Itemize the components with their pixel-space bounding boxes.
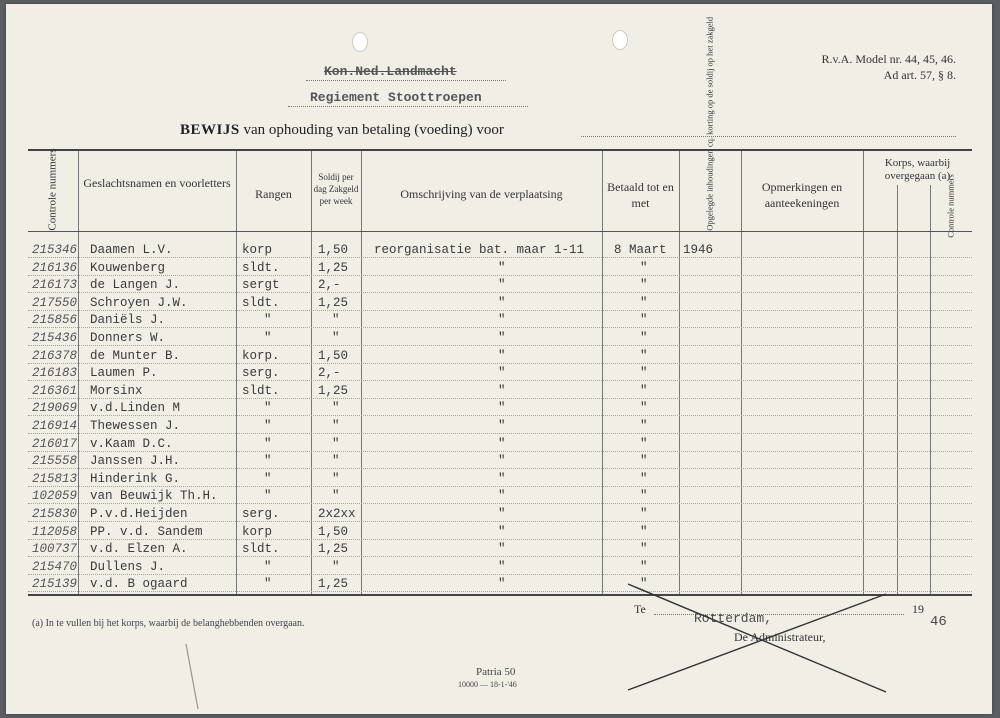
row-paid-until: " — [640, 471, 648, 486]
row-pay: " — [332, 489, 340, 504]
row-description: " — [498, 331, 506, 345]
regiment-name: Regiement Stoottroepen — [310, 90, 482, 105]
row-pay: 1,50 — [318, 524, 349, 539]
row-description: " — [498, 436, 506, 451]
row-pay: 1,50 — [318, 348, 349, 363]
cross-out-mark — [6, 4, 992, 714]
row-description: " — [498, 489, 506, 504]
row-controle: 219069 — [32, 401, 78, 416]
year-prefix: 19 — [912, 602, 924, 616]
row-name: P.v.d.Heijden — [90, 507, 188, 521]
row-rank: " — [264, 471, 272, 486]
row-name: v.Kaam D.C. — [90, 436, 173, 451]
row-name: van Beuwijk Th.H. — [90, 489, 218, 504]
row-controle: 215856 — [32, 313, 78, 328]
col-remarks: Opmerkingen en aanteekeningen — [761, 180, 843, 210]
row-pay: 1,50 — [318, 243, 349, 257]
print-run: 10000 — 18-1-'46 — [458, 680, 517, 689]
row-rank: sldt. — [242, 260, 280, 275]
row-controle: 215436 — [32, 331, 78, 345]
row-name: Morsinx — [90, 383, 143, 398]
row-description: " — [498, 507, 506, 521]
row-pay: 2x2xx — [318, 507, 356, 521]
row-rank: " — [264, 436, 272, 451]
row-paid-until: " — [640, 507, 648, 521]
document-page — [6, 4, 992, 714]
row-paid-until: " — [640, 454, 648, 469]
row-name: Hinderink G. — [90, 471, 181, 486]
row-controle: 215558 — [32, 454, 78, 469]
row-description: " — [498, 313, 506, 328]
row-rank: sldt. — [242, 542, 280, 557]
row-name: Daniëls J. — [90, 313, 166, 328]
row-controle: 216914 — [32, 419, 78, 433]
col-description: Omschrijving van de verplaatsing — [400, 187, 563, 201]
row-name: v.d. B ogaard — [90, 577, 188, 592]
model-line-1: R.v.A. Model nr. 44, 45, 46. — [821, 52, 956, 66]
row-paid-until: " — [640, 436, 648, 451]
row-description: " — [498, 295, 506, 310]
row-controle: 112058 — [32, 524, 78, 539]
row-name: v.d. Elzen A. — [90, 542, 188, 557]
row-pay: " — [332, 331, 340, 345]
row-description: " — [498, 401, 506, 416]
row-paid-until: " — [640, 542, 648, 557]
row-controle: 215830 — [32, 507, 78, 521]
row-paid-until: " — [640, 419, 648, 433]
unit-name: Kon.Ned.Landmacht — [324, 64, 457, 79]
row-name: de Munter B. — [90, 348, 181, 363]
row-paid-until: " — [640, 559, 648, 574]
row-description: " — [498, 559, 506, 574]
row-name: Kouwenberg — [90, 260, 166, 275]
row-description: " — [498, 471, 506, 486]
row-name: Dullens J. — [90, 559, 166, 574]
row-controle: 216183 — [32, 366, 78, 381]
row-rank: sergt — [242, 278, 280, 293]
col-pay: Soldij per dag Zakgeld per week — [313, 172, 359, 206]
row-controle: 215470 — [32, 559, 78, 574]
row-pay: " — [332, 471, 340, 486]
row-name: Janssen J.H. — [90, 454, 181, 469]
row-rank: korp — [242, 524, 273, 539]
row-description: " — [498, 260, 506, 275]
row-name: Laumen P. — [90, 366, 158, 381]
row-controle: 216378 — [32, 348, 78, 363]
row-paid-until: " — [640, 489, 648, 504]
row-controle: 217550 — [32, 295, 78, 310]
row-pay: " — [332, 436, 340, 451]
row-name: Schroyen J.W. — [90, 295, 188, 310]
row-description: reorganisatie bat. maar 1-11 — [374, 243, 585, 257]
row-controle: 215813 — [32, 471, 78, 486]
row-paid-until: " — [640, 524, 648, 539]
row-rank: sldt. — [242, 383, 280, 398]
row-rank: " — [264, 559, 272, 574]
row-paid-until: " — [640, 260, 648, 275]
row-description: " — [498, 524, 506, 539]
col-rank: Rangen — [255, 187, 292, 201]
row-paid-until: " — [640, 278, 648, 293]
row-paid-until: " — [640, 401, 648, 416]
row-rank: serg. — [242, 366, 280, 381]
model-line-2: Ad art. 57, § 8. — [883, 68, 956, 82]
row-pay: 1,25 — [318, 542, 349, 557]
row-controle: 216017 — [32, 436, 78, 451]
row-paid-until: " — [640, 366, 648, 381]
row-name: Daamen L.V. — [90, 243, 173, 257]
row-pay: " — [332, 419, 340, 433]
row-name: Thewessen J. — [90, 419, 181, 433]
row-rank: " — [264, 489, 272, 504]
row-pay: 1,25 — [318, 295, 349, 310]
place-city: Rotterdam, — [694, 611, 773, 626]
row-description: " — [498, 348, 506, 363]
row-name: PP. v.d. Sandem — [90, 524, 203, 539]
col-withheld: Opgelegde inhoudingen cq. korting op de soldij op het zakgeld — [704, 16, 715, 231]
place-label: Te — [634, 602, 646, 616]
col-controle-nummers: Controle nummers — [46, 148, 59, 231]
row-paid-until: " — [640, 383, 648, 398]
row-description: " — [498, 383, 506, 398]
row-description: " — [498, 419, 506, 433]
col-corps: Korps, waarbij overgegaan (a) — [884, 157, 951, 182]
row-controle: 216173 — [32, 278, 78, 293]
row-rank: " — [264, 419, 272, 433]
row-description: " — [498, 366, 506, 381]
row-rank: " — [264, 331, 272, 345]
row-description: " — [498, 454, 506, 469]
row-description: " — [498, 577, 506, 592]
form-title-bold: BEWIJS — [180, 122, 240, 138]
col-names: Geslachtsnamen en voorletters — [83, 176, 231, 190]
row-pay: 1,25 — [318, 577, 349, 592]
form-title-rest: van ophouding van betaling (voeding) voor — [243, 122, 504, 138]
row-paid-until: " — [640, 348, 648, 363]
row-pay: 1,25 — [318, 383, 349, 398]
row-controle: 216136 — [32, 260, 78, 275]
row-description: " — [498, 542, 506, 557]
row-pay: 1,25 — [318, 260, 349, 275]
footnote: (a) In te vullen bij het korps, waarbij de belanghebbenden overgaan. — [32, 618, 305, 629]
row-name: Donners W. — [90, 331, 166, 345]
row-controle: 215346 — [32, 243, 78, 257]
row-name: de Langen J. — [90, 278, 181, 293]
row-rank: korp — [242, 243, 273, 257]
col-paid-until: Betaald tot en met — [607, 180, 674, 210]
row-rank: " — [264, 454, 272, 469]
row-rank: " — [264, 401, 272, 416]
row-name: v.d.Linden M — [90, 401, 181, 416]
row-pay: " — [332, 401, 340, 416]
col-corps-controle: Controle nummers — [945, 174, 956, 238]
row-rank: sldt. — [242, 295, 280, 310]
year-suffix: 46 — [930, 614, 947, 630]
row-pay: " — [332, 313, 340, 328]
row-paid-until: " — [640, 331, 648, 345]
row-rank: korp. — [242, 348, 280, 363]
row-withheld: 1946 — [683, 243, 714, 257]
row-controle: 216361 — [32, 383, 78, 398]
administrator-label: De Administrateur, — [734, 630, 826, 644]
row-controle: 215139 — [32, 577, 78, 592]
row-pay: 2,- — [318, 366, 341, 381]
row-rank: " — [264, 313, 272, 328]
row-controle: 100737 — [32, 542, 78, 557]
row-paid-until: " — [640, 313, 648, 328]
row-paid-until: 8 Maart — [614, 243, 667, 257]
row-paid-until: " — [640, 577, 648, 592]
row-paid-until: " — [640, 295, 648, 310]
printer-mark: Patria 50 — [476, 666, 516, 678]
row-controle: 102059 — [32, 489, 78, 504]
row-pay: 2,- — [318, 278, 341, 293]
row-rank: serg. — [242, 507, 280, 521]
row-pay: " — [332, 559, 340, 574]
row-rank: " — [264, 577, 272, 592]
row-pay: " — [332, 454, 340, 469]
row-description: " — [498, 278, 506, 293]
